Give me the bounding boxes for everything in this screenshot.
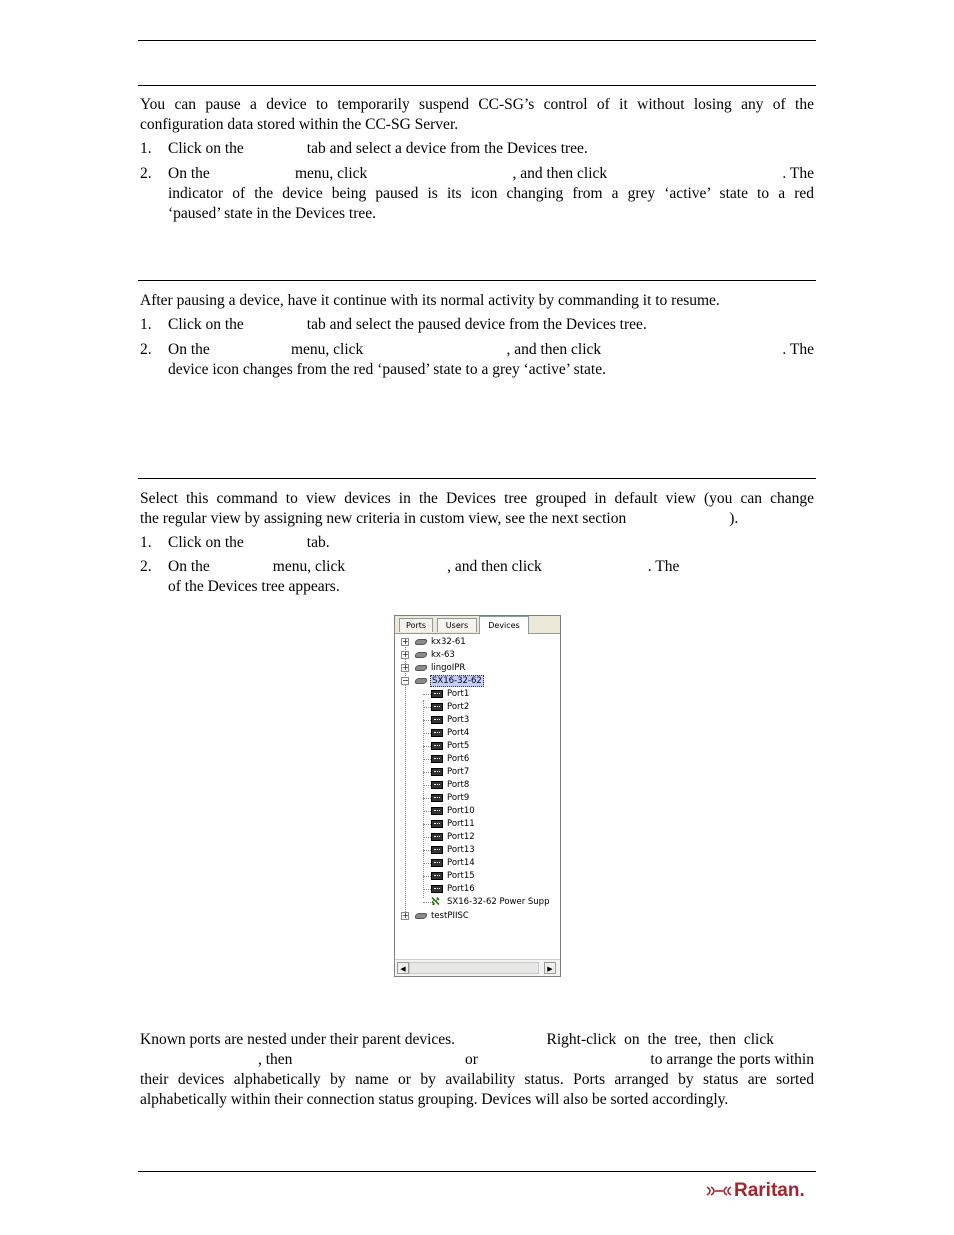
port-icon bbox=[431, 703, 443, 711]
tree-port[interactable]: Port11 bbox=[431, 818, 476, 830]
device-icon bbox=[414, 639, 428, 645]
tree-device-lingoipr[interactable]: lingoIPR bbox=[415, 662, 466, 674]
raritan-logo: Raritan. bbox=[706, 1180, 814, 1202]
tree-port[interactable]: Port2 bbox=[431, 701, 470, 713]
tree-branch bbox=[423, 707, 431, 708]
tree-port[interactable]: Port16 bbox=[431, 883, 476, 895]
section-rule-pause bbox=[138, 85, 816, 86]
tree-tab-strip bbox=[395, 616, 560, 634]
tree-branch bbox=[423, 772, 431, 773]
tree-port[interactable]: Port15 bbox=[431, 870, 476, 882]
device-icon bbox=[414, 652, 428, 658]
port-icon bbox=[431, 742, 443, 750]
header-rule bbox=[138, 40, 816, 41]
tree-child-line bbox=[423, 700, 424, 898]
devices-tree-panel bbox=[394, 615, 561, 977]
expand-toggle-lingoipr[interactable]: + bbox=[402, 663, 409, 672]
footer-rule bbox=[138, 1171, 816, 1172]
expand-toggle-kx-63[interactable]: + bbox=[402, 650, 409, 659]
pause-intro: You can pause a device to temporarily suspend CC-SG’s control of it without losing any of the configuration data stored within the CC-SG Server. bbox=[140, 96, 814, 133]
port-icon bbox=[431, 768, 443, 776]
tab-ports[interactable]: Ports bbox=[399, 618, 433, 632]
tree-branch bbox=[423, 863, 431, 864]
collapse-toggle-sx16-32-62[interactable]: − bbox=[402, 676, 409, 685]
tree-device-testpiisc[interactable]: testPIISC bbox=[415, 910, 470, 922]
resume-intro: After pausing a device, have it continue with its normal activity by commanding it to resume. bbox=[140, 292, 720, 309]
device-icon bbox=[414, 913, 428, 919]
tree-port[interactable]: Port7 bbox=[431, 766, 470, 778]
power-plug-icon: ℵ bbox=[431, 894, 440, 908]
tree-branch bbox=[423, 902, 431, 903]
tree-port[interactable]: Port8 bbox=[431, 779, 470, 791]
port-icon bbox=[431, 716, 443, 724]
scroll-right-arrow-icon[interactable]: ▶ bbox=[544, 962, 556, 974]
tree-port[interactable]: Port6 bbox=[431, 753, 470, 765]
tree-branch bbox=[423, 837, 431, 838]
tree-device-kx-63[interactable]: kx-63 bbox=[415, 649, 456, 661]
scroll-left-arrow-icon[interactable]: ◀ bbox=[397, 962, 409, 974]
port-icon bbox=[431, 833, 443, 841]
tree-branch bbox=[423, 694, 431, 695]
tree-port[interactable]: Port3 bbox=[431, 714, 470, 726]
expand-toggle-kx32-61[interactable]: + bbox=[402, 637, 409, 646]
port-icon bbox=[431, 690, 443, 698]
tree-branch bbox=[423, 720, 431, 721]
tree-branch bbox=[423, 785, 431, 786]
tree-port[interactable]: Port12 bbox=[431, 831, 476, 843]
tree-port[interactable]: Port10 bbox=[431, 805, 476, 817]
tree-branch bbox=[423, 811, 431, 812]
tree-branch bbox=[423, 733, 431, 734]
port-icon bbox=[431, 820, 443, 828]
tree-port[interactable]: Port9 bbox=[431, 792, 470, 804]
port-icon bbox=[431, 794, 443, 802]
device-icon bbox=[414, 665, 428, 671]
port-icon bbox=[431, 846, 443, 854]
port-icon bbox=[431, 755, 443, 763]
port-icon bbox=[431, 807, 443, 815]
expand-toggle-testpiisc[interactable]: + bbox=[402, 911, 409, 920]
tree-device-kx32-61[interactable]: kx32-61 bbox=[415, 636, 467, 648]
tab-devices[interactable]: Devices bbox=[479, 616, 529, 634]
section-rule-resume bbox=[138, 280, 816, 281]
tab-users[interactable]: Users bbox=[437, 618, 477, 632]
tree-branch bbox=[423, 850, 431, 851]
closing-paragraph: Known ports are nested under their parent devices. Right-click on the tree, then click , then or to arrange the ports within their devices alphabetically by name or by availability status. Ports arranged by status are sorted alphabetically within their connection status grouping. Devices will also be sorted accordingly. bbox=[140, 1031, 814, 1108]
tree-port[interactable]: Port13 bbox=[431, 844, 476, 856]
tree-port[interactable]: Port14 bbox=[431, 857, 476, 869]
tree-branch bbox=[423, 889, 431, 890]
devices-tree bbox=[395, 634, 560, 958]
tree-branch bbox=[423, 876, 431, 877]
tree-branch bbox=[423, 759, 431, 760]
tree-power-supply[interactable]: ℵ SX16-32-62 Power Supp bbox=[431, 894, 550, 908]
tree-branch bbox=[423, 746, 431, 747]
tree-horizontal-scrollbar[interactable] bbox=[395, 959, 560, 976]
tree-branch bbox=[423, 798, 431, 799]
tree-branch bbox=[423, 824, 431, 825]
tree-port[interactable]: Port5 bbox=[431, 740, 470, 752]
raritan-logo-mark-icon bbox=[706, 1184, 732, 1198]
port-icon bbox=[431, 781, 443, 789]
device-icon bbox=[414, 678, 428, 684]
port-icon bbox=[431, 872, 443, 880]
scroll-thumb[interactable] bbox=[409, 962, 539, 974]
port-icon bbox=[431, 729, 443, 737]
default-view-intro: Select this command to view devices in the Devices tree grouped in default view (you can change the regular view by assigning new criteria in custom view, see the next section ). bbox=[140, 490, 814, 527]
port-icon bbox=[431, 885, 443, 893]
tree-port[interactable]: Port4 bbox=[431, 727, 470, 739]
tree-port[interactable]: Port1 bbox=[431, 688, 470, 700]
port-icon bbox=[431, 859, 443, 867]
tree-device-sx16-32-62[interactable]: SX16-32-62 bbox=[415, 675, 484, 687]
section-rule-default-view bbox=[138, 478, 816, 479]
